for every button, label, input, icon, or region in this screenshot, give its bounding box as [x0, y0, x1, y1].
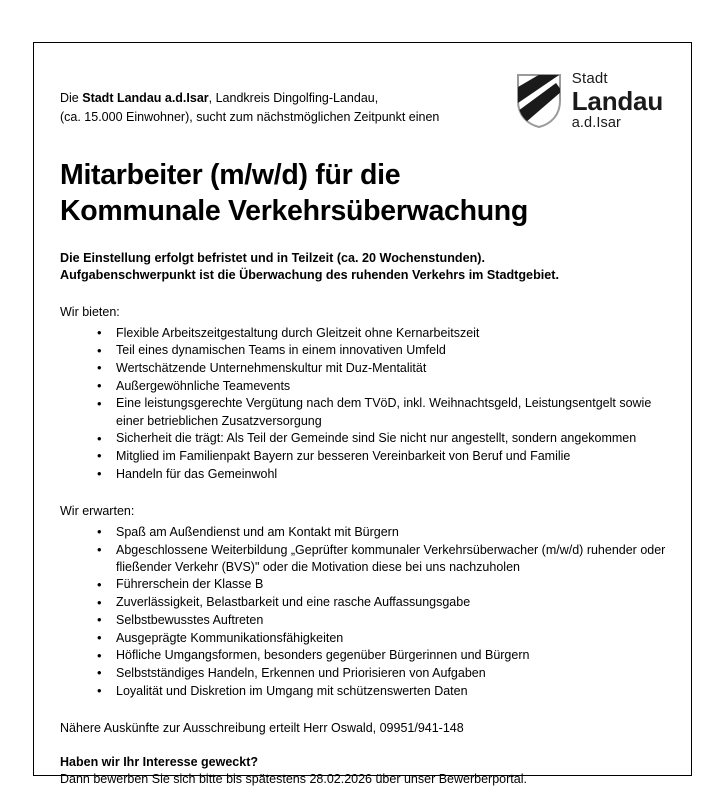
employer-name: Stadt Landau a.d.Isar: [82, 91, 209, 105]
expectations-list: [60, 524, 671, 700]
closing-block: [60, 754, 671, 788]
list-item: • Ausgeprägte Kommunikationsfähigkeiten: [97, 630, 671, 647]
city-logo: [516, 69, 671, 131]
lead-line-1: Die Einstellung erfolgt befristet und in Teilzeit (ca. 20 Wochenstunden).: [60, 250, 485, 265]
offer-section: [60, 304, 671, 483]
list-item: • Führerschein der Klasse B: [97, 576, 671, 593]
lead-paragraph: [60, 250, 671, 284]
list-item: • Außergewöhnliche Teamevents: [97, 378, 671, 395]
offer-heading: Wir bieten:: [60, 304, 120, 319]
list-item: • Wertschätzende Unternehmenskultur mit Duz-Mentalität: [97, 360, 671, 377]
list-item: • Handeln für das Gemeinwohl: [97, 466, 671, 483]
intro-suffix: , Landkreis Dingolfing-Landau,: [208, 91, 379, 105]
logo-stadt-label: Stadt: [571, 70, 608, 87]
page-title-line-1: Mitarbeiter (m/w/d) für die: [60, 158, 401, 191]
logo-adisar-label: a.d.Isar: [571, 115, 621, 131]
list-item: • Flexible Arbeitszeitgestaltung durch Gleitzeit ohne Kernarbeitszeit: [97, 325, 671, 342]
contact-info: Nähere Auskünfte zur Ausschreibung erteilt Herr Oswald, 09951/941-148: [60, 720, 464, 735]
coat-of-arms-shield-icon: [516, 73, 562, 129]
list-item: • Spaß am Außendienst und am Kontakt mit Bürgern: [97, 524, 671, 541]
page-title: [60, 157, 671, 229]
intro-paragraph: [60, 69, 439, 127]
document-page: [33, 42, 692, 786]
list-item: • Selbstständiges Handeln, Erkennen und Priorisieren von Aufgaben: [97, 665, 671, 682]
logo-wordmark: [572, 71, 663, 131]
closing-question: Haben wir Ihr Interesse geweckt?: [60, 754, 258, 769]
list-item: • Loyalität und Diskretion im Umgang mit schützenswerten Daten: [97, 683, 671, 700]
header-row: [60, 69, 671, 131]
intro-line-1: [60, 91, 378, 105]
document-content: [60, 69, 671, 788]
list-item: • Teil eines dynamischen Teams in einem innovativen Umfeld: [97, 342, 671, 359]
application-deadline-text: Dann bewerben Sie sich bitte bis spätestens 28.02.2026 über unser Bewerberportal.: [60, 771, 527, 786]
offer-list: [60, 325, 671, 483]
lead-line-2: Aufgabenschwerpunkt ist die Überwachung des ruhenden Verkehrs im Stadtgebiet.: [60, 267, 559, 282]
list-item: • Höfliche Umgangsformen, besonders gegenüber Bürgerinnen und Bürgern: [97, 647, 671, 664]
list-item: • Abgeschlossene Weiterbildung „Geprüfter kommunaler Verkehrsüberwacher (m/w/d) ruhender oder fließender Verkehr (BVS)" oder die Motivation diese bei uns nachzuholen: [97, 542, 671, 576]
intro-line-2: (ca. 15.000 Einwohner), sucht zum nächstmöglichen Zeitpunkt einen: [60, 110, 440, 124]
logo-landau-label: Landau: [571, 86, 663, 116]
list-item: • Selbstbewusstes Auftreten: [97, 612, 671, 629]
list-item: • Mitglied im Familienpakt Bayern zur besseren Vereinbarkeit von Beruf und Familie: [97, 448, 671, 465]
list-item: • Sicherheit die trägt: Als Teil der Gemeinde sind Sie nicht nur angestellt, sondern angekommen: [97, 430, 671, 447]
intro-prefix: Die: [60, 91, 83, 105]
expectations-section: [60, 503, 671, 700]
expectations-heading: Wir erwarten:: [60, 503, 135, 518]
page-title-line-2: Kommunale Verkehrsüberwachung: [60, 194, 529, 227]
list-item: • Zuverlässigkeit, Belastbarkeit und eine rasche Auffassungsgabe: [97, 594, 671, 611]
list-item: • Eine leistungsgerechte Vergütung nach dem TVöD, inkl. Weihnachtsgeld, Leistungsentgelt sowie einer betrieblichen Zusatzversorgung: [97, 395, 671, 429]
